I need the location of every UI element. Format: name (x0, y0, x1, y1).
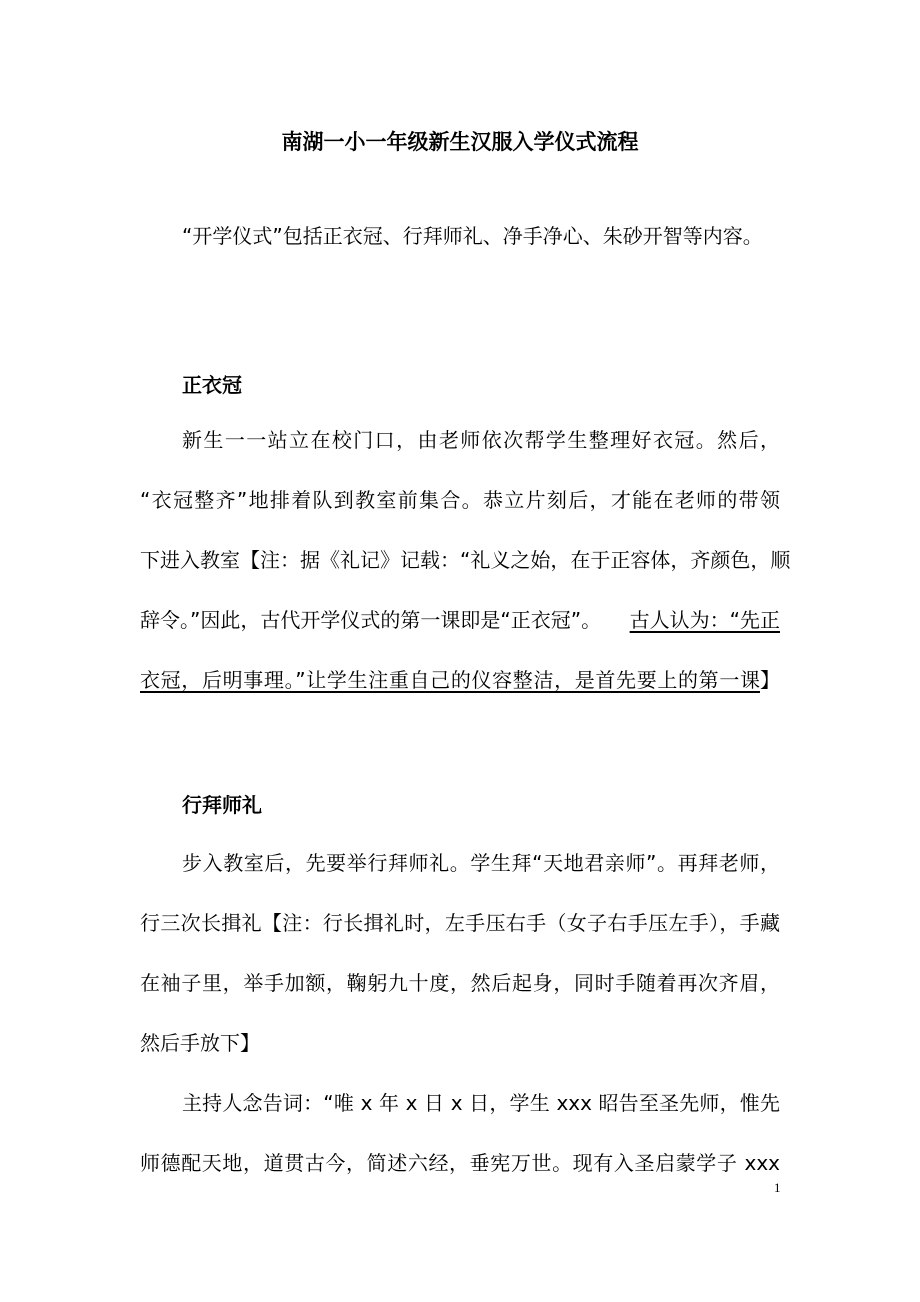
paragraph-line (140, 666, 780, 694)
paragraph-line: 下进入教室【注：据《礼记》记载：“礼义之始，在于正容体，齐颜色，顺 (140, 548, 791, 572)
paragraph-line: “衣冠整齐”地排着队到教室前集合。恭立片刻后，才能在老师的带领 (140, 488, 780, 512)
paragraph-line: 新生一一站立在校门口，由老师依次帮学生整理好衣冠。然后， (182, 428, 780, 452)
paragraph-line: 主持人念告词：“唯 x 年 x 日 x 日，学生 xxx 昭告至圣先师，惟先 (182, 1091, 780, 1115)
paragraph-line: 行三次长揖礼【注：行长揖礼时，左手压右手（女子右手压左手），手藏 (140, 911, 780, 935)
page-number: 1 (774, 1180, 781, 1195)
section-heading-bai-shi-li: 行拜师礼 (182, 793, 262, 817)
paragraph-text: 辞令。”因此，古代开学仪式的第一课即是“正衣冠”。 (140, 608, 602, 632)
bracket-close: 】 (760, 668, 780, 692)
intro-paragraph: “开学仪式”包括正衣冠、行拜师礼、净手净心、朱砂开智等内容。 (182, 224, 763, 248)
underlined-quote: 古人认为：“先正 (629, 608, 780, 632)
document-title: 南湖一小一年级新生汉服入学仪式流程 (281, 130, 639, 154)
paragraph-line (140, 606, 780, 634)
underlined-quote: 衣冠，后明事理。”让学生注重自己的仪容整洁，是首先要上的第一课 (140, 668, 760, 692)
paragraph-line: 步入教室后，先要举行拜师礼。学生拜“天地君亲师”。再拜老师， (182, 851, 780, 875)
section-heading-zheng-yi-guan: 正衣冠 (182, 373, 242, 397)
paragraph-line: 在袖子里，举手加额，鞠躬九十度，然后起身，同时手随着再次齐眉， (140, 971, 780, 995)
paragraph-line: 师德配天地，道贯古今，简述六经，垂宪万世。现有入圣启蒙学子 xxx (140, 1151, 780, 1175)
paragraph-line: 然后手放下】 (140, 1031, 260, 1055)
